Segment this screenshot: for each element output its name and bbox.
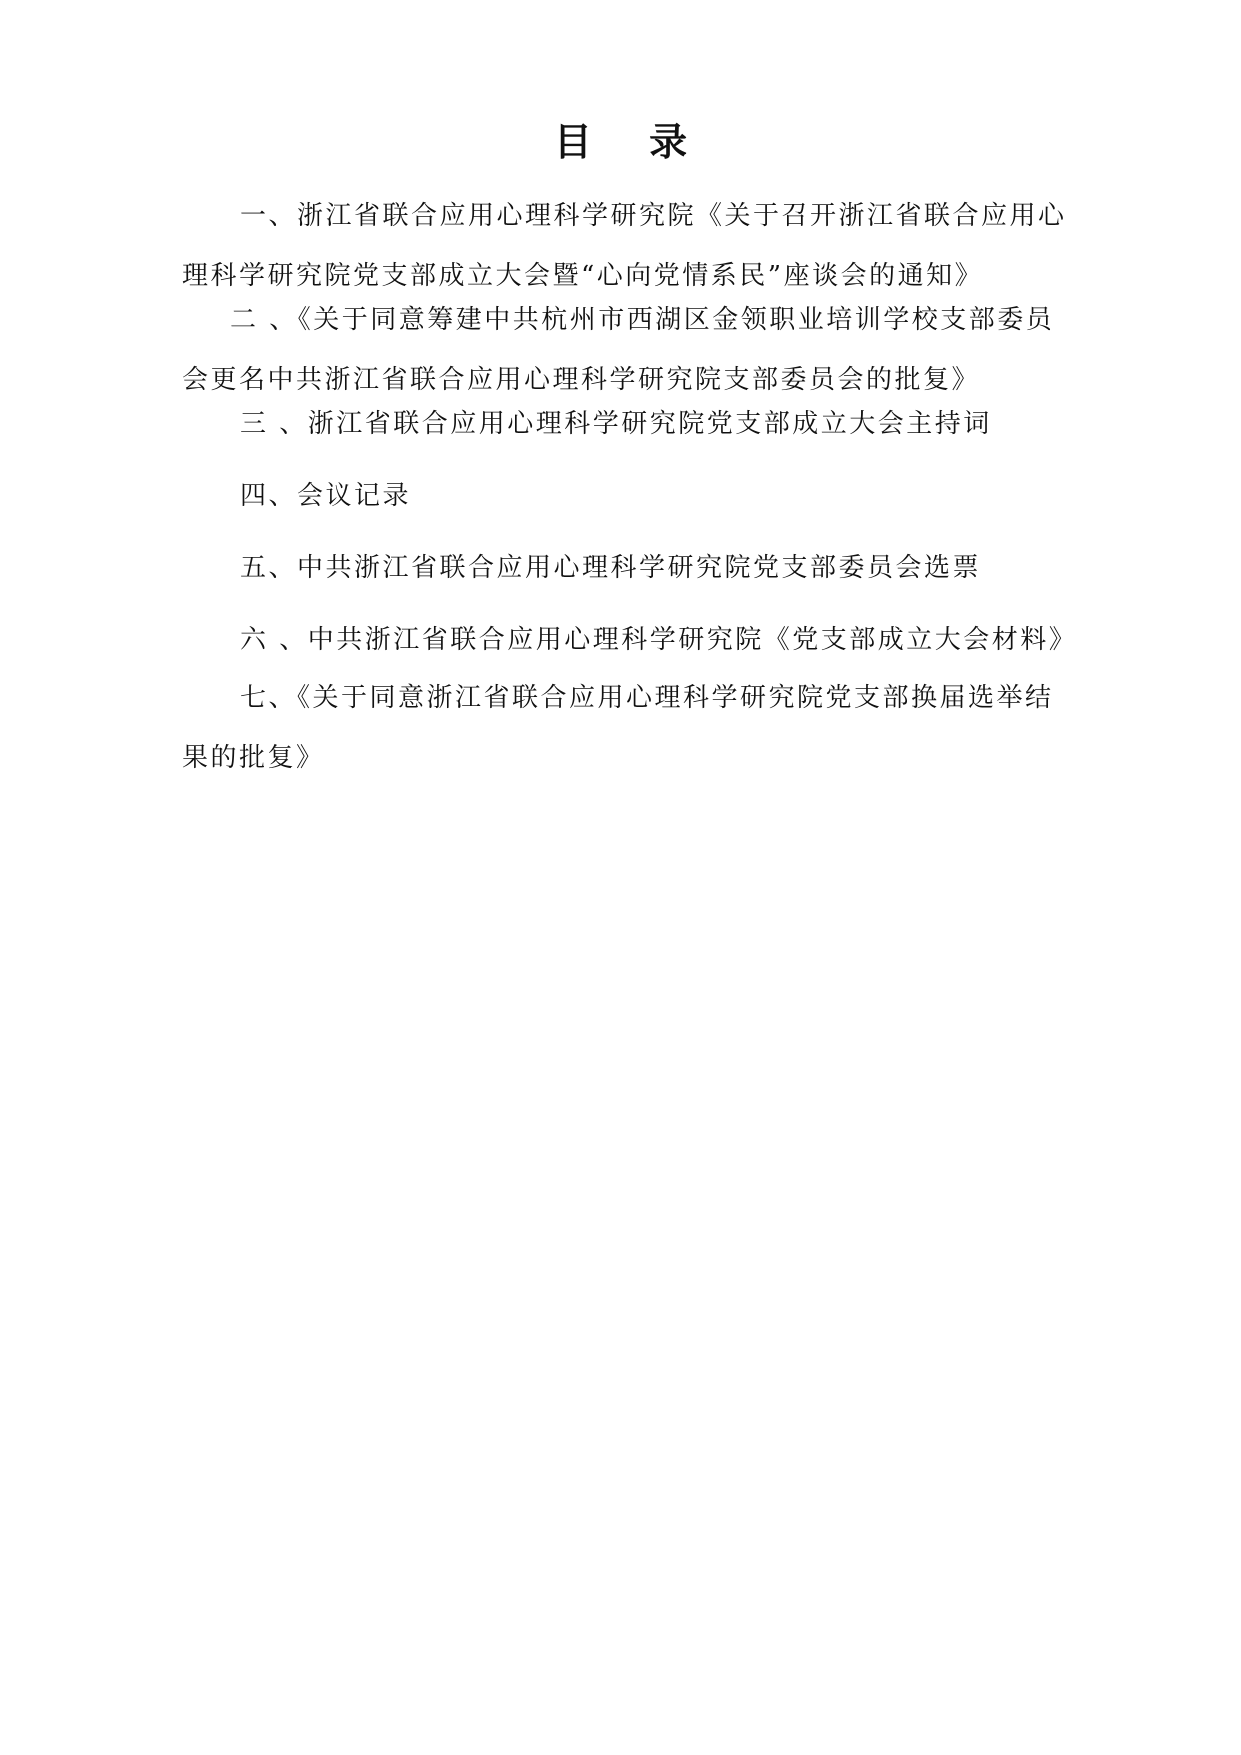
toc-entry-7-line-2: 果的批复》 (182, 743, 325, 773)
toc-entry-7-line-1: 七、《关于同意浙江省联合应用心理科学研究院党支部换届选举结 (240, 683, 1054, 713)
toc-entry-2-line-2: 会更名中共浙江省联合应用心理科学研究院支部委员会的批复》 (182, 365, 981, 395)
toc-entry-1 (182, 186, 1082, 306)
toc-entry-1-line-2: 理科学研究院党支部成立大会暨“心向党情系民”座谈会的通知》 (182, 261, 984, 291)
toc-entry-5-line-1: 五、中共浙江省联合应用心理科学研究院党支部委员会选票 (240, 553, 982, 583)
toc-entry-5 (182, 538, 1082, 598)
page-title: 目 录 (553, 120, 710, 164)
toc-entry-6-line-1: 六 、中共浙江省联合应用心理科学研究院《党支部成立大会材料》 (240, 625, 1078, 655)
toc-entry-7 (182, 668, 1082, 788)
toc-entry-4 (182, 466, 1082, 526)
toc-entry-3 (182, 394, 1082, 454)
toc-entry-6 (182, 610, 1082, 670)
toc-entry-2-line-1: 二 、《关于同意筹建中共杭州市西湖区金领职业培训学校支部委员 (230, 305, 1055, 335)
toc-entry-4-line-1: 四、会议记录 (240, 481, 412, 511)
toc-entry-3-line-1: 三 、浙江省联合应用心理科学研究院党支部成立大会主持词 (240, 409, 992, 439)
toc-entry-1-line-1: 一、浙江省联合应用心理科学研究院《关于召开浙江省联合应用心 (240, 201, 1067, 231)
toc-entry-2 (182, 290, 1082, 410)
